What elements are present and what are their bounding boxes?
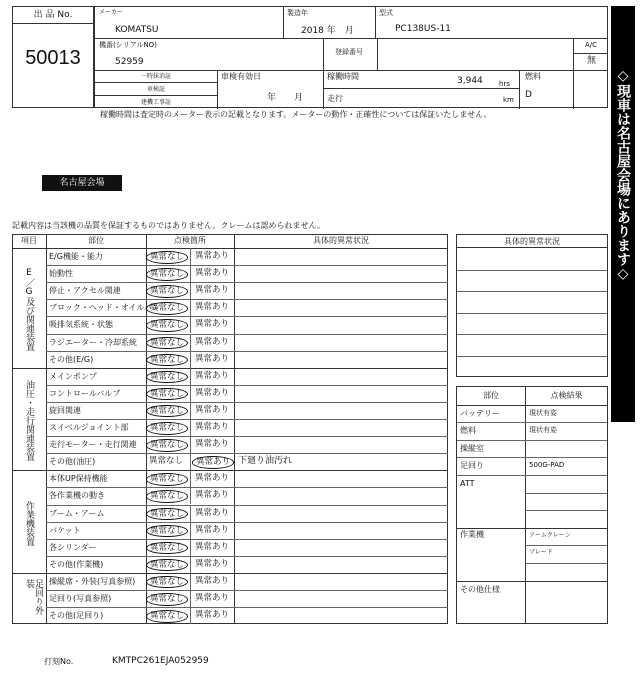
- check-some[interactable]: 異常あり: [195, 422, 230, 432]
- result-part: ATT: [460, 479, 475, 488]
- check-none[interactable]: 異常なし: [146, 285, 188, 298]
- work-item: ブレード: [529, 549, 553, 557]
- check-some[interactable]: 異常あり: [195, 285, 230, 296]
- check-some[interactable]: 異常あり: [195, 558, 230, 569]
- part-label: 各作業機の動き: [49, 491, 105, 501]
- part-label: 始動性: [49, 269, 73, 279]
- check-some[interactable]: 異常あり: [195, 404, 230, 415]
- check-some[interactable]: 異常あり: [195, 336, 230, 347]
- check-none[interactable]: 異常なし: [146, 593, 188, 606]
- km-unit: km: [503, 96, 514, 104]
- maker-value: KOMATSU: [115, 25, 159, 35]
- part-label: 吸排気系統・状態: [49, 320, 113, 330]
- maker-label: メーカー: [99, 9, 123, 16]
- part-label: ブロック・ヘッド・オイルパン: [49, 303, 160, 313]
- right-detail-box: [456, 234, 608, 377]
- hours-note: 稼働時間は査定時のメーター表示の記載となります。メーターの動作・正確性については保証いたしません。: [100, 110, 492, 119]
- hdr-check: 点検箇所: [174, 236, 206, 245]
- check-some[interactable]: 異常あり: [195, 370, 230, 381]
- part-label: その他(足回り): [49, 611, 104, 621]
- fuel-label: 燃料: [525, 72, 541, 81]
- result-part: 操縦室: [460, 443, 484, 453]
- section-title: 足回り外装: [24, 578, 43, 615]
- check-some[interactable]: 異常あり: [195, 251, 230, 261]
- part-label: メインポンプ: [49, 371, 97, 381]
- disclaimer: 記載内容は当該機の品質を保証するものではありません。クレームは認められません。: [12, 221, 325, 230]
- part-label: 旋回関連: [49, 405, 81, 415]
- side-banner-text: ◇現車は名古屋会場にあります◇: [615, 68, 631, 282]
- check-some[interactable]: 異常あり: [195, 541, 230, 552]
- check-some[interactable]: 異常あり: [195, 524, 230, 535]
- lot-label: 出 品 No.: [13, 7, 93, 24]
- location-badge: 名古屋会場: [42, 175, 122, 191]
- check-some[interactable]: 異常あり: [195, 575, 230, 586]
- reg-label: 登録番号: [335, 48, 363, 56]
- inspection-label: 車検有効日: [221, 72, 261, 81]
- section-title: E／G及び関連装置: [24, 268, 34, 352]
- work-cert-label: 建機工事証: [140, 99, 171, 106]
- part-label: その他(作業機): [49, 559, 104, 569]
- part-label: ブーム・アーム: [49, 508, 105, 518]
- part-label: その他(E/G): [49, 354, 94, 364]
- check-none[interactable]: 異常なし: [146, 302, 188, 315]
- stamp-label: 打刻No.: [44, 657, 74, 666]
- inspection-value: 年 月: [267, 93, 304, 103]
- check-none[interactable]: 異常なし: [149, 456, 184, 467]
- result-part-header: 部位: [483, 391, 499, 400]
- serial-label: 機番(シリアルNO): [99, 41, 157, 49]
- result-result-header: 点検結果: [550, 391, 583, 400]
- result-part: バッテリー: [460, 408, 500, 418]
- part-label: 各シリンダー: [49, 542, 97, 552]
- check-none[interactable]: 異常なし: [146, 251, 188, 264]
- result-part: 燃料: [460, 426, 476, 436]
- check-none[interactable]: 異常なし: [146, 354, 188, 367]
- result-value: 500G-PAD: [529, 461, 565, 470]
- result-value: 現状有姿: [529, 408, 557, 417]
- temp-cert-label: 一時抹消証: [95, 70, 217, 83]
- result-value: 現状有姿: [529, 426, 557, 435]
- check-none[interactable]: 異常なし: [146, 268, 188, 281]
- hours-value: 3,944: [457, 76, 483, 86]
- fuel-value: D: [525, 90, 532, 100]
- check-some[interactable]: 異常あり: [195, 319, 230, 330]
- result-table: [456, 386, 608, 624]
- part-label: 停止・アクセル関連: [49, 286, 121, 296]
- part-label: バケット: [49, 525, 81, 535]
- check-none[interactable]: 異常なし: [146, 525, 188, 538]
- ac-value: 無: [587, 56, 597, 66]
- vehicle-cert-label: 車検証: [95, 83, 217, 96]
- check-none[interactable]: 異常なし: [146, 542, 188, 555]
- section-title: 作業機装置: [24, 501, 34, 547]
- part-label: 足回り(写真参照): [49, 594, 112, 603]
- check-some[interactable]: 異常あり: [195, 353, 230, 364]
- check-none[interactable]: 異常なし: [146, 439, 188, 452]
- check-none[interactable]: 異常なし: [146, 559, 188, 572]
- side-banner: [611, 6, 635, 422]
- check-some[interactable]: 異常あり: [195, 593, 230, 603]
- part-label: その他(油圧): [49, 457, 96, 467]
- part-label: 本体UP保持機能: [49, 474, 108, 484]
- hours-unit: hrs: [499, 80, 510, 88]
- model-value: PC138US-11: [395, 24, 451, 34]
- check-some[interactable]: 異常あり: [195, 610, 230, 621]
- ac-label: A/C: [585, 41, 598, 49]
- hdr-detail: 具体的異常状況: [313, 236, 369, 245]
- serial-value: 52959: [115, 57, 144, 67]
- part-label: スイベルジョイント部: [49, 423, 129, 432]
- check-some[interactable]: 異常あり: [195, 473, 230, 484]
- inspection-table: [12, 234, 448, 624]
- part-label: E/G機能・能力: [49, 252, 103, 261]
- part-label: 操縦席・外装(写真参照): [49, 576, 136, 586]
- hdr-part: 部位: [88, 236, 104, 245]
- hdr-item: 項目: [21, 236, 37, 245]
- year-value: 2018 年 月: [301, 26, 354, 36]
- check-some[interactable]: 異常あり: [195, 302, 230, 313]
- other-spec-label: その他仕様: [460, 584, 500, 594]
- lot-box: [12, 6, 94, 108]
- part-label: ラジエーター・冷却系統: [49, 337, 137, 347]
- travel-label: 走行: [327, 94, 343, 103]
- part-label: コントロールバルブ: [49, 388, 121, 398]
- section-title: 油圧・走行関連装置: [24, 380, 34, 462]
- lot-number: 50013: [25, 47, 81, 69]
- stamp-value: KMTPC261EJA052959: [112, 656, 209, 666]
- hours-label: 稼働時間: [327, 72, 359, 81]
- result-part: 足回り: [460, 461, 484, 471]
- check-some[interactable]: 異常あり: [192, 456, 234, 469]
- year-label: 製造年: [287, 9, 308, 17]
- work-item: アームクレーン: [529, 531, 571, 539]
- detail-text: 下廻り油汚れ: [238, 456, 293, 467]
- check-none[interactable]: 異常なし: [146, 405, 188, 418]
- header-grid: [94, 6, 608, 108]
- check-none[interactable]: 異常なし: [146, 337, 188, 350]
- check-some[interactable]: 異常あり: [195, 387, 230, 398]
- check-none[interactable]: 異常なし: [146, 371, 188, 384]
- model-label: 型式: [379, 9, 393, 17]
- right-detail-header: 具体的異常状況: [457, 235, 607, 248]
- check-none[interactable]: 異常なし: [146, 473, 188, 486]
- work-label: 作業機: [460, 529, 484, 539]
- check-some[interactable]: 異常あり: [195, 439, 230, 450]
- check-none[interactable]: 異常なし: [146, 422, 188, 435]
- check-none[interactable]: 異常なし: [146, 490, 188, 503]
- check-some[interactable]: 異常あり: [195, 268, 230, 279]
- check-none[interactable]: 異常なし: [146, 610, 188, 623]
- check-none[interactable]: 異常なし: [146, 508, 188, 521]
- check-some[interactable]: 異常あり: [195, 490, 230, 501]
- check-none[interactable]: 異常なし: [146, 388, 188, 401]
- check-none[interactable]: 異常なし: [146, 319, 188, 332]
- part-label: 走行モーター・走行関連: [49, 440, 137, 450]
- check-none[interactable]: 異常なし: [146, 576, 188, 589]
- check-some[interactable]: 異常あり: [195, 507, 230, 518]
